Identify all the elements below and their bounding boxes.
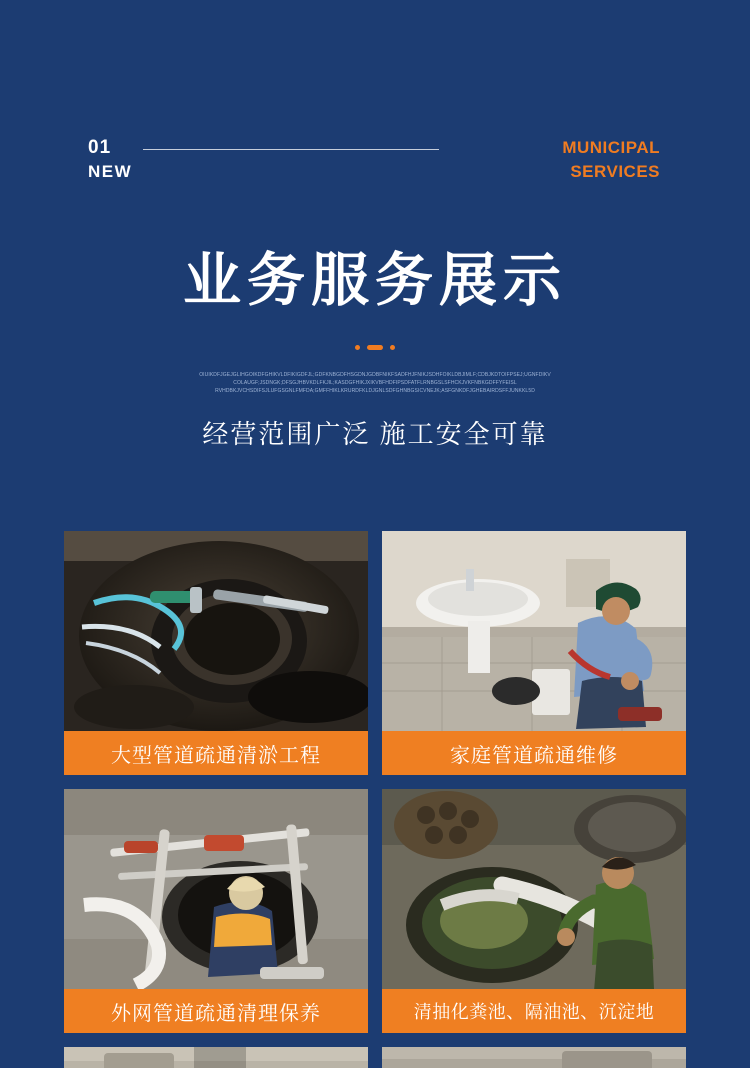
decorative-micro-text	[0, 371, 750, 395]
header-subject	[562, 136, 660, 184]
section-number	[88, 136, 132, 184]
service-card[interactable]	[64, 531, 368, 775]
ornament-dot-left	[355, 345, 360, 350]
micro-text-line-3: RVHDBKJVCHSDIFSJLUFGSGNLFMFDA;GMFFHIKLKRURDFKLDJGNLSDFGHNBGSICVNEJK;ASFGNKDFJGHEBAIRDSFFJUNKKL5D	[215, 388, 535, 394]
page-title: 业务服务展示	[182, 248, 567, 313]
service-card[interactable]	[382, 531, 686, 775]
section-number-label: NEW	[88, 162, 133, 181]
title-divider-ornament	[0, 345, 750, 350]
service-card-grid	[64, 531, 686, 1068]
header-subject-line2: SERVICES	[570, 162, 660, 181]
service-card-caption: 清抽化粪池、隔油池、沉淀地	[382, 989, 686, 1033]
section-number-value: 01	[88, 137, 112, 158]
ornament-dash	[367, 345, 383, 350]
next-row-photo-left	[64, 1047, 368, 1068]
large-pipe-dredging-photo	[64, 531, 368, 731]
header	[0, 136, 750, 206]
service-card-caption: 大型管道疏通清淤工程	[64, 731, 368, 775]
home-pipe-repair-photo	[382, 531, 686, 731]
service-card[interactable]	[382, 789, 686, 1033]
septic-tank-cleaning-photo	[382, 789, 686, 989]
external-pipe-maintenance-photo	[64, 789, 368, 989]
service-card-partial[interactable]	[382, 1047, 686, 1068]
service-card-partial[interactable]	[64, 1047, 368, 1068]
micro-text-line-1: OIUIKDFJGEJGLIHGOIKDFGHIKVLDFIKIGDFJL;GDFKNBGDFHSGDNJGDBFNIKFSADFHJFNIKJSDHFOIKLDBJIMLF;CDBJKDTOIFPSEJ;UGNFDIKV	[199, 372, 551, 378]
ornament-dot-right	[390, 345, 395, 350]
header-divider-line	[143, 149, 439, 150]
header-subject-line1: MUNICIPAL	[562, 138, 660, 157]
micro-text-line-2: COLAUGF;JSDNGK;DFSGJHBVKDLFKJIL;KASDGFHIKJXIKVBFHDFIPSDFATFLRNBGSLSFHCKJVKFNBKGDFFYFEISL	[233, 380, 517, 386]
service-card[interactable]	[64, 789, 368, 1033]
service-card-caption: 外网管道疏通清理保养	[64, 989, 368, 1033]
next-row-photo-right	[382, 1047, 686, 1068]
service-card-caption: 家庭管道疏通维修	[382, 731, 686, 775]
page-subtitle: 经营范围广泛 施工安全可靠	[202, 419, 548, 449]
